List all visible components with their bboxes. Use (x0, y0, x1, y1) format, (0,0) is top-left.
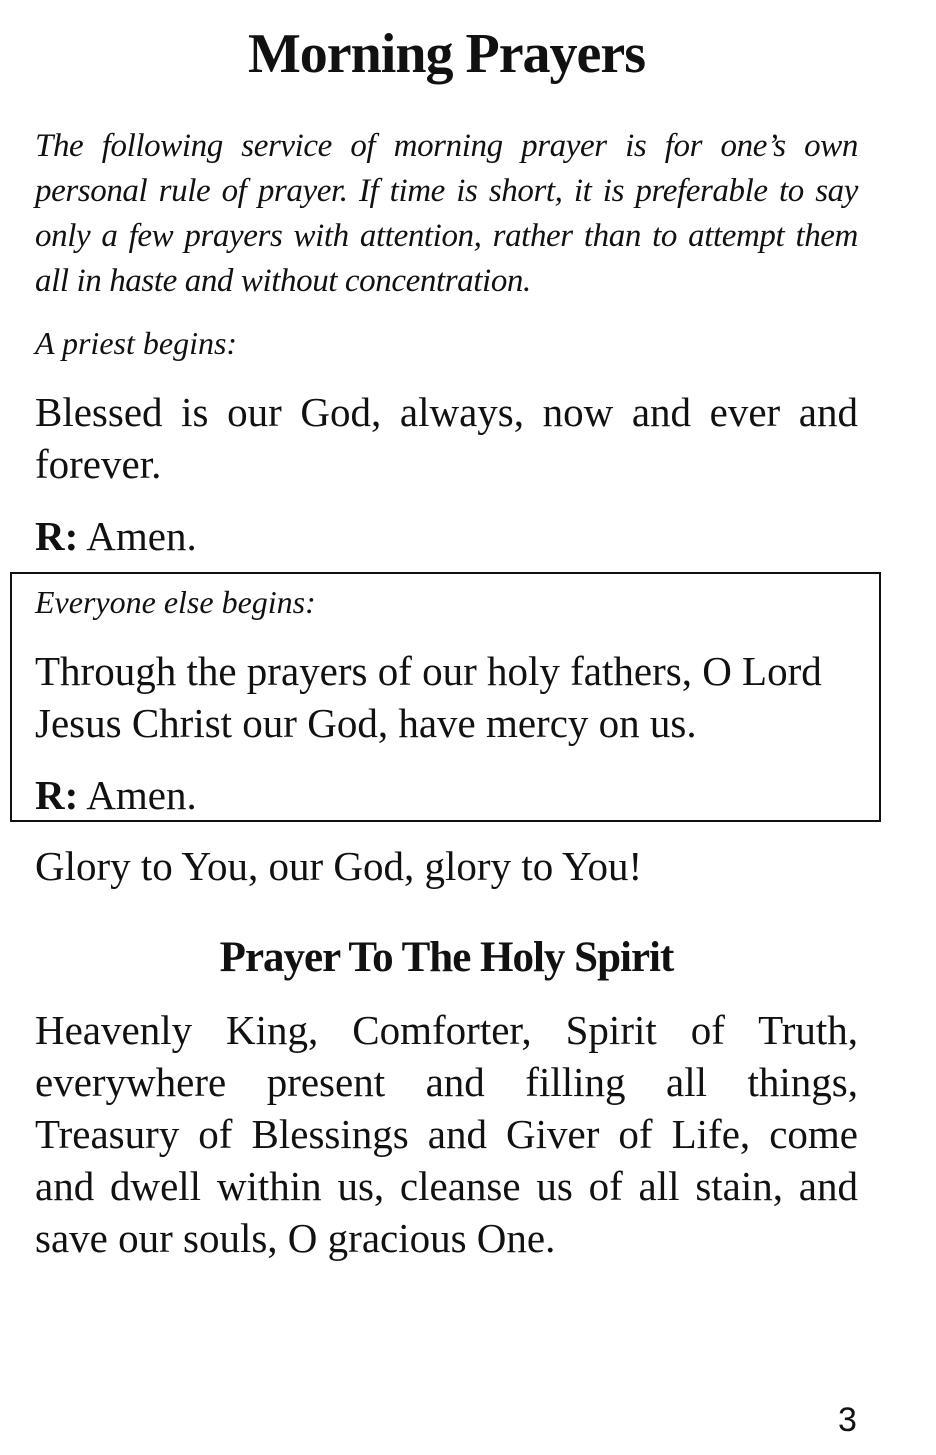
glory-line: Glory to You, our God, glory to You! (35, 843, 643, 889)
section-heading: Prayer To The Holy Spirit (219, 934, 674, 981)
lay-response (35, 769, 858, 821)
response-text: Amen. (78, 513, 197, 559)
lay-prayer: Through the prayers of our holy fathers, O Lord Jesus Christ our God, have mercy on us. (35, 648, 822, 746)
holy-spirit-prayer: Heavenly King, Comforter, Spirit of Truth, everywhere present and filling all things, Treasury of Blessings and Giver of Life, come and dwell within us, cleanse us of all stain, and save our souls, O gracious One. (35, 1007, 858, 1261)
response-text: Amen. (78, 772, 197, 818)
response-label: R: (35, 772, 79, 818)
priest-prayer: Blessed is our God, always, now and ever and forever. (35, 389, 858, 487)
intro-paragraph: The following service of morning prayer is for one’s own personal rule of prayer. If time is short, it is preferable to say only a few prayers with attention, rather than to attempt them all in haste and without concentration. (35, 128, 858, 299)
lay-cue: Everyone else begins: (35, 584, 316, 620)
priest-cue: A priest begins: (35, 325, 238, 361)
page-title: Morning Prayers (247, 23, 646, 85)
response-label: R: (35, 513, 79, 559)
page-number: 3 (838, 1401, 857, 1439)
priest-response (35, 510, 858, 562)
